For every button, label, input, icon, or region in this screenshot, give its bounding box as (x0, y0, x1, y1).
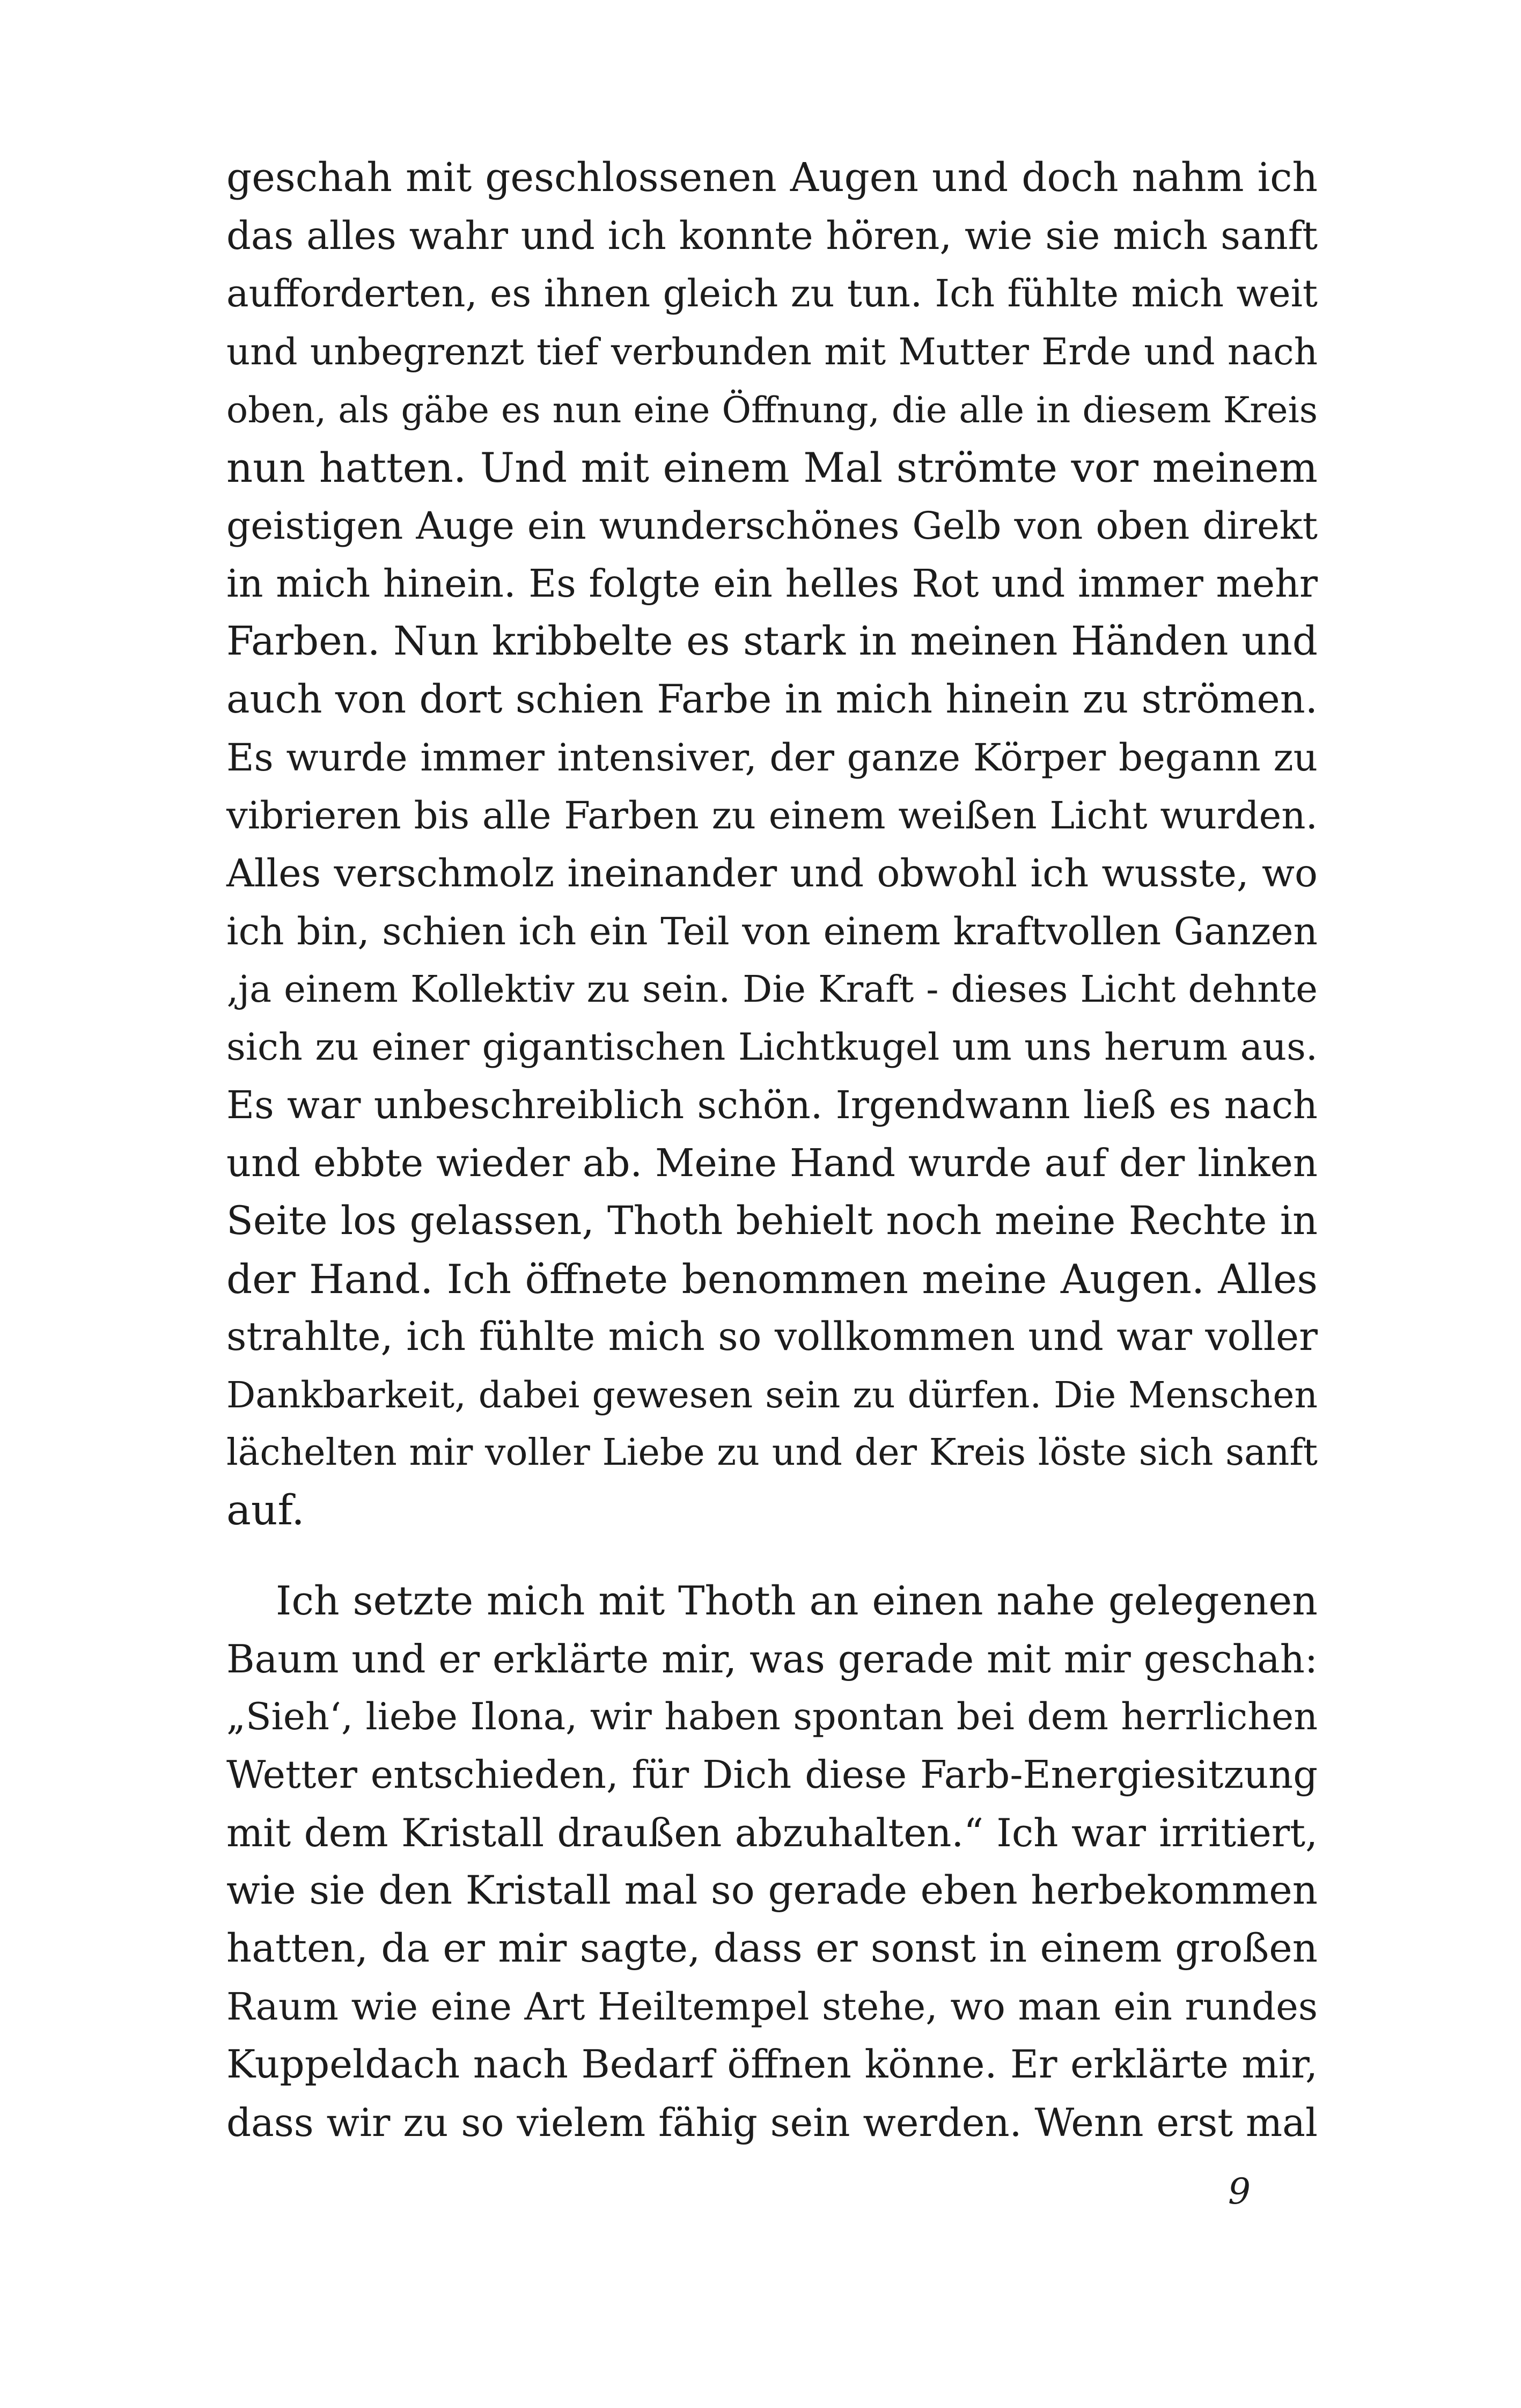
text-line: in mich hinein. Es folgte ein helles Rot und immer mehr (226, 561, 1318, 606)
text-line: der Hand. Ich öffnete benommen meine Augen. Alles (226, 1256, 1318, 1303)
text-line: dass wir zu so vielem fähig sein werden. Wenn erst mal (226, 2100, 1318, 2145)
text-line: auf. (226, 1487, 305, 1535)
text-line: strahlte, ich fühlte mich so vollkommen und war voller (226, 1314, 1318, 1360)
paragraph-2 (226, 1572, 1318, 2152)
text-line: aufforderten, es ihnen gleich zu tun. Ich fühlte mich weit (226, 272, 1318, 315)
text-line: ich bin, schien ich ein Teil von einem kraftvollen Ganzen (226, 909, 1318, 953)
text-line: Es war unbeschreiblich schön. Irgendwann ließ es nach (226, 1083, 1318, 1127)
text-line: Raum wie eine Art Heiltempel stehe, wo man ein rundes (226, 1985, 1318, 2029)
text-line: Wetter entschieden, für Dich diese Farb-Energiesitzung (226, 1752, 1318, 1797)
text-line: und unbegrenzt tief verbunden mit Mutter Erde und nach (226, 331, 1318, 373)
text-line: das alles wahr und ich konnte hören, wie sie mich sanft (226, 214, 1318, 258)
text-line: Alles verschmolz ineinander und obwohl ich wusste, wo (226, 851, 1318, 895)
text-line: auch von dort schien Farbe in mich hinein zu strömen. (226, 677, 1318, 722)
page-number: 9 (1228, 2171, 1251, 2212)
text-line: hatten, da er mir sagte, dass er sonst in einem großen (226, 1926, 1318, 1971)
text-line: Kuppeldach nach Bedarf öffnen könne. Er erklärte mir, (226, 2042, 1318, 2087)
text-line: nun hatten. Und mit einem Mal strömte vor meinem (226, 444, 1318, 491)
text-line: Ich setzte mich mit Thoth an einen nahe gelegenen (276, 1577, 1318, 1624)
text-line: mit dem Kristall draußen abzuhalten.“ Ich war irritiert, (226, 1810, 1318, 1855)
text-line: und ebbte wieder ab. Meine Hand wurde auf der linken (226, 1141, 1318, 1185)
text-line: wie sie den Kristall mal so gerade eben herbekommen (226, 1868, 1318, 1913)
text-line: ‚ja einem Kollektiv zu sein. Die Kraft - dieses Licht dehnte (226, 968, 1318, 1011)
text-line: sich zu einer gigantischen Lichtkugel um uns herum aus. (226, 1025, 1318, 1069)
text-line: vibrieren bis alle Farben zu einem weißen Licht wurden. (226, 794, 1318, 838)
text-line: geschah mit geschlossenen Augen und doch nahm ich (226, 155, 1318, 201)
text-line: Farben. Nun kribbelte es stark in meinen Händen und (226, 619, 1318, 664)
paragraph-1 (226, 149, 1318, 1540)
text-line: Seite los gelassen, Thoth behielt noch meine Rechte in (226, 1198, 1318, 1244)
text-line: „Sieh‘, liebe Ilona, wir haben spontan bei dem herrlichen (226, 1695, 1318, 1738)
text-line: Dankbarkeit, dabei gewesen sein zu dürfen. Die Menschen (226, 1374, 1318, 1416)
text-line: geistigen Auge ein wunderschönes Gelb von oben direkt (226, 503, 1318, 548)
text-line: Baum und er erklärte mir, was gerade mit mir geschah: (226, 1636, 1318, 1682)
text-line: oben, als gäbe es nun eine Öffnung, die alle in diesem Kreis (226, 389, 1318, 431)
text-line: lächelten mir voller Liebe zu und der Kreis löste sich sanft (226, 1431, 1318, 1474)
text-line: Es wurde immer intensiver, der ganze Körper begann zu (226, 736, 1318, 780)
